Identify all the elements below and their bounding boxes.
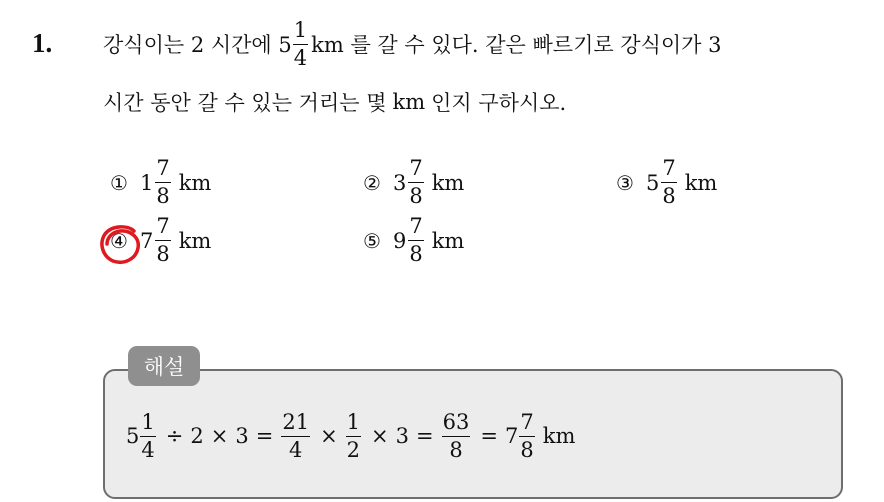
choice-2[interactable] (363, 158, 464, 207)
choice-whole: 9 (392, 228, 407, 253)
choice-mark: ② (363, 170, 381, 195)
fraction-denominator: 8 (520, 437, 534, 462)
fraction-bar (140, 436, 155, 437)
fraction (519, 409, 534, 462)
fraction-numerator: 63 (442, 409, 470, 434)
eq-number: 2 (190, 424, 204, 448)
choice-unit: km (431, 170, 465, 195)
fraction-numerator: 7 (156, 214, 170, 238)
fraction-numerator: 7 (156, 156, 170, 180)
fraction-denominator: 4 (289, 437, 303, 462)
fraction-bar (293, 44, 308, 45)
solution-equation (126, 400, 575, 472)
choice-whole: 1 (139, 170, 154, 195)
equals-sign: = (480, 424, 498, 448)
fraction-bar (155, 182, 170, 183)
fraction (408, 158, 423, 207)
fraction (281, 409, 310, 462)
fraction (293, 17, 308, 70)
eq-number: 3 (235, 424, 249, 448)
fraction (661, 158, 676, 207)
choice-1[interactable] (110, 158, 211, 207)
fraction-denominator: 2 (346, 437, 361, 462)
choice-whole: 7 (139, 228, 154, 253)
question-line-1 (103, 14, 722, 74)
fraction-numerator: 1 (141, 409, 155, 434)
equals-sign: = (255, 424, 274, 448)
fraction-numerator: 21 (282, 409, 310, 434)
choice-mark: ④ (110, 228, 128, 253)
fraction-bar (408, 182, 423, 183)
fraction-bar (442, 436, 471, 437)
fraction-bar (408, 240, 423, 241)
eq-unit: km (542, 424, 576, 448)
eq-number: 3 (395, 424, 410, 448)
fraction-numerator: 1 (293, 17, 308, 42)
fraction-denominator: 8 (156, 242, 170, 266)
question-text-part: km 를 갈 수 있다. 같은 빠르기로 강식이가 3 (311, 33, 722, 57)
question-text-part: 인지 구하시오. (431, 91, 567, 115)
question-line-2 (103, 82, 566, 122)
choice-mark: ③ (616, 170, 634, 195)
fraction-bar (281, 436, 310, 437)
choice-mark: ⑤ (363, 228, 381, 253)
fraction (140, 409, 155, 462)
question-text-part: 강식이는 2 시간에 5 (103, 33, 292, 57)
fraction-denominator: 8 (449, 437, 463, 462)
question-text-part: 시간 동안 갈 수 있는 거리는 몇 (103, 91, 387, 115)
eq-whole: 7 (504, 424, 519, 448)
choice-whole: 3 (392, 170, 407, 195)
multiply-operator: × (371, 424, 389, 448)
choice-unit: km (431, 228, 465, 253)
fraction-denominator: 4 (141, 437, 155, 462)
fraction-numerator: 7 (409, 214, 423, 238)
fraction-numerator: 7 (520, 409, 534, 434)
answer-circle-mark (98, 222, 142, 266)
fraction-numerator: 7 (409, 156, 423, 180)
fraction-denominator: 8 (409, 242, 423, 266)
eq-whole: 5 (126, 424, 140, 448)
solution-label: 해설 (128, 346, 200, 386)
choice-unit: km (178, 170, 212, 195)
equals-sign: = (416, 424, 434, 448)
unit-text: km (392, 90, 426, 114)
fraction (155, 158, 170, 207)
fraction (346, 409, 361, 462)
fraction-numerator: 7 (662, 156, 676, 180)
fraction-bar (346, 436, 361, 437)
fraction-denominator: 8 (409, 184, 423, 208)
fraction (408, 216, 423, 265)
question-number: 1. (32, 28, 53, 58)
choice-5[interactable] (363, 216, 464, 265)
multiply-operator: × (320, 424, 338, 448)
choice-unit: km (684, 170, 718, 195)
fraction-denominator: 8 (156, 184, 170, 208)
fraction-denominator: 4 (293, 45, 308, 70)
choice-mark: ① (110, 170, 128, 195)
fraction (442, 409, 471, 462)
fraction-numerator: 1 (346, 409, 361, 434)
choice-3[interactable] (616, 158, 717, 207)
fraction-denominator: 8 (662, 184, 676, 208)
fraction-bar (155, 240, 170, 241)
fraction (155, 216, 170, 265)
choice-unit: km (178, 228, 212, 253)
choice-whole: 5 (645, 170, 660, 195)
divide-operator: ÷ (165, 424, 184, 448)
multiply-operator: × (210, 424, 229, 448)
fraction-bar (661, 182, 676, 183)
fraction-bar (519, 436, 534, 437)
